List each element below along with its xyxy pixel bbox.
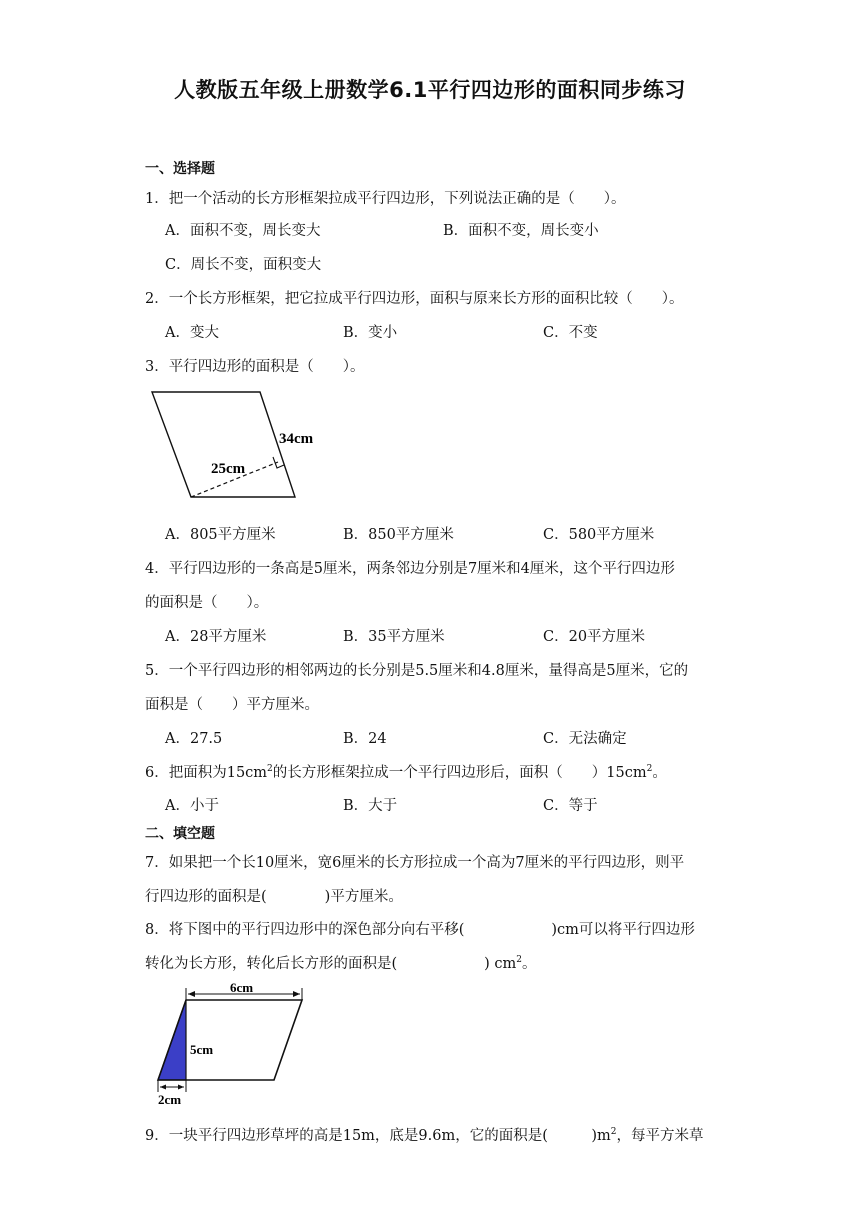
question-1-option-a: A．面积不变，周长变大	[165, 223, 321, 239]
question-2-option-b: B．变小	[343, 325, 398, 341]
top-dim-arrow-left	[188, 991, 195, 997]
bottom-length-label: 2cm	[158, 1092, 182, 1107]
question-5-option-a: A．27.5	[165, 731, 223, 747]
bottom-dim-arrow-right	[178, 1085, 184, 1090]
question-3-option-a: A．805平方厘米	[165, 527, 276, 543]
question-3-stem: 3．平行四边形的面积是（ ）。	[145, 359, 365, 375]
height-label: 5cm	[190, 1042, 214, 1057]
question-2-option-c: C．不变	[543, 325, 598, 341]
question-3-parallelogram-figure	[145, 385, 335, 510]
page-title: 人教版五年级上册数学6.1平行四边形的面积同步练习	[174, 78, 686, 102]
question-6-option-a: A．小于	[165, 798, 219, 814]
question-8-parallelogram-figure	[150, 980, 320, 1110]
question-3-option-b: B．850平方厘米	[343, 527, 454, 543]
question-7-line-2: 行四边形的面积是( )平方厘米。	[145, 889, 403, 905]
side-label: 34cm	[279, 431, 314, 447]
question-1-option-c: C．周长不变，面积变大	[165, 257, 322, 273]
question-8-line-2: 转化为长方形，转化后长方形的面积是( ) $cm^2$。	[145, 955, 537, 972]
question-2-stem: 2．一个长方形框架，把它拉成平行四边形，面积与原来长方形的面积比较（ ）。	[145, 291, 684, 307]
question-5-option-c: C．无法确定	[543, 731, 627, 747]
question-7-line-1: 7．如果把一个长10厘米，宽6厘米的长方形拉成一个高为7厘米的平行四边形，则平	[145, 855, 685, 871]
question-4-option-a: A．28平方厘米	[165, 629, 267, 645]
question-2-option-a: A．变大	[165, 325, 219, 341]
question-6-option-b: B．大于	[343, 798, 398, 814]
question-5-option-b: B．24	[343, 731, 387, 747]
bottom-dim-arrow-left	[160, 1085, 166, 1090]
question-6-stem: 6．把面积为$15cm^2$的长方形框架拉成一个平行四边形后，面积（ ）$15cm^2$。	[145, 764, 667, 781]
question-1-option-b: B．面积不变，周长变小	[443, 223, 599, 239]
question-1-stem: 1．把一个活动的长方形框架拉成平行四边形，下列说法正确的是（ ）。	[145, 191, 626, 207]
question-4-option-c: C．20平方厘米	[543, 629, 646, 645]
top-dim-arrow-right	[293, 991, 300, 997]
question-6-option-c: C．等于	[543, 798, 598, 814]
question-4-option-b: B．35平方厘米	[343, 629, 445, 645]
question-4-line-2: 的面积是（ ）。	[145, 595, 269, 611]
question-8-line-1: 8．将下图中的平行四边形中的深色部分向右平移( )cm可以将平行四边形	[145, 922, 695, 938]
question-5-line-1: 5．一个平行四边形的相邻两边的长分别是5.5厘米和4.8厘米，量得高是5厘米，它的	[145, 663, 689, 679]
top-length-label: 6cm	[230, 980, 254, 995]
section-heading-choice: 一、选择题	[145, 161, 215, 177]
question-4-line-1: 4．平行四边形的一条高是5厘米，两条邻边分别是7厘米和4厘米，这个平行四边形	[145, 561, 675, 577]
question-3-option-c: C．580平方厘米	[543, 527, 655, 543]
height-label: 25cm	[211, 461, 246, 477]
parallelogram-outline	[152, 392, 295, 497]
section-heading-fill: 二、填空题	[145, 826, 215, 842]
question-9-line-1: 9．一块平行四边形草坪的高是15m，底是9.6m，它的面积是( )$m^2$，每平方米草	[145, 1127, 704, 1144]
question-5-line-2: 面积是（ ）平方厘米。	[145, 697, 319, 713]
